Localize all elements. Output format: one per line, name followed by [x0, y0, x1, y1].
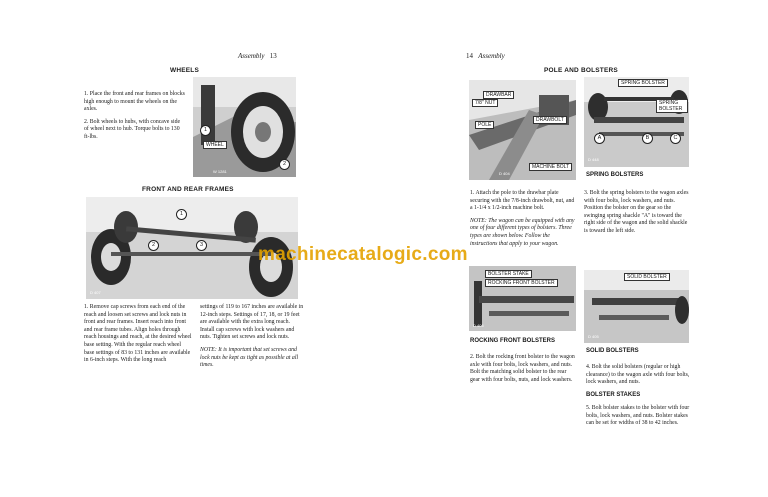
pole-figure-id: D 404 — [499, 171, 510, 176]
spring-figure-id: D 448 — [588, 157, 599, 162]
pole-bolsters-title: POLE AND BOLSTERS — [544, 67, 618, 74]
spring-callout-c: C — [670, 133, 681, 144]
pole-text — [470, 190, 576, 253]
spring-bolster-callout-top: SPRING BOLSTER — [618, 79, 668, 87]
rocking-front-bolster-callout: ROCKING FRONT BOLSTER — [485, 279, 558, 287]
pole-step-1: 1. Attach the pole to the drawbar plate securing with the 7/8-inch drawbolt, nut, and a 1-1/4 x 1/2-inch machine bolt. — [470, 190, 575, 212]
pole-photo — [469, 80, 576, 180]
wheel-figure-id: W 1281 — [213, 169, 227, 174]
wheel-photo — [193, 77, 296, 177]
spring-callout-b: B — [642, 133, 653, 144]
rocking-figure-id: D 406 — [473, 323, 484, 328]
rocking-text: 2. Bolt the rocking front bolster to the wagon axle with four bolts, lock washers, and nuts. Bolt the matching solid bolster to the rear gear with four bolts, nuts, and lock washers. — [470, 354, 575, 383]
section-label: Assembly — [478, 52, 505, 60]
spring-bolsters-caption: SPRING BOLSTERS — [586, 172, 644, 178]
left-page-header — [238, 52, 277, 60]
frames-note: NOTE: It is important that set screws and lock nuts be kept as tight as possible at all times. — [200, 346, 299, 369]
rocking-bolster-photo — [469, 266, 576, 331]
frames-callout-1: 1 — [176, 209, 187, 220]
solid-bolster-callout: SOLID BOLSTER — [624, 273, 670, 281]
page-number: 14 — [466, 52, 473, 60]
drawbar-callout: DRAWBAR — [483, 91, 514, 99]
wheel-callout-1: 1 — [200, 125, 211, 136]
spring-bolster-callout-right: SPRING BOLSTER — [656, 99, 688, 113]
frames-column-2 — [200, 304, 304, 375]
wheel-callout-2: 2 — [279, 159, 290, 170]
solid-bolster-photo — [584, 270, 689, 343]
solid-bolsters-caption: SOLID BOLSTERS — [586, 348, 639, 354]
frames-title: FRONT AND REAR FRAMES — [142, 186, 234, 193]
machine-bolt-callout: MACHINE BOLT — [529, 163, 572, 171]
stakes-text: 5. Bolt bolster stakes to the bolster with four bolts, lock washers, and nuts. Bolster stakes can be set for widths of 38 to 42 inches. — [586, 405, 690, 427]
spring-callout-a: A — [594, 133, 605, 144]
wheel-callout: WHEEL — [203, 141, 227, 149]
rocking-bolsters-caption: ROCKING FRONT BOLSTERS — [470, 338, 555, 344]
drawbolt-callout: DRAWBOLT — [533, 116, 567, 124]
spring-bolster-illustration — [584, 77, 689, 167]
bolster-stake-callout: BOLSTER STAKE — [485, 270, 532, 278]
right-page-header — [466, 52, 505, 60]
frames-column-1: 1. Remove cap screws from each end of the reach and loosen set screws and lock nuts in front and rear frames. Insert reach into front and rear frame tubes. Align holes through reach housings and reach, at the desired wheel base setting. With the regular reach wheel base settings of 83 to 131 inches are available in 6-inch steps. With the long reach — [84, 304, 192, 364]
watermark: machinecatalogic.com — [258, 244, 468, 265]
frames-callout-2: 2 — [148, 240, 159, 251]
solid-text: 4. Bolt the solid bolsters (regular or high clearance) to the wagon axle with four bolts, lock washers, and nuts. — [586, 364, 690, 386]
frames-step-continued: settings of 119 to 167 inches are available in 12-inch steps. Settings of 17, 18, or 19 feet are available with the extra long reach. Install cap screws with lock washers and nuts. Tighten set screws and lock nuts. — [200, 304, 304, 341]
wheels-title: WHEELS — [170, 67, 200, 74]
wheels-steps — [84, 91, 186, 147]
frames-callout-3: 3 — [196, 240, 207, 251]
pole-callout: POLE — [475, 121, 494, 129]
solid-figure-id: D 405 — [588, 334, 599, 339]
spring-text: 3. Bolt the spring bolsters to the wagon axles with four bolts, lock washers, and nuts. Position the bolster on the gear so the swinging spring shackle "A" is toward the right side of the wagon and the solid shackle is toward the left side. — [584, 190, 689, 234]
spring-bolster-photo — [584, 77, 689, 167]
wheels-step-2: 2. Bolt wheels to hubs, with concave side of wheel next to hub. Torque bolts to 130 ft-lbs. — [84, 118, 181, 140]
section-label: Assembly — [238, 52, 265, 60]
frames-figure-id: D 407 — [90, 290, 101, 295]
bolster-stakes-title: BOLSTER STAKES — [586, 392, 641, 398]
page-number: 13 — [269, 52, 277, 60]
nut-callout: 7/8" NUT — [472, 99, 498, 107]
pole-note: NOTE: The wagon can be equipped with any one of four different types of bolsters. Three types are shown below. Follow the instructions that apply to your wagon. — [470, 217, 575, 247]
wheels-step-1: 1. Place the front and rear frames on blocks high enough to mount the wheels on the axles. — [84, 91, 185, 113]
